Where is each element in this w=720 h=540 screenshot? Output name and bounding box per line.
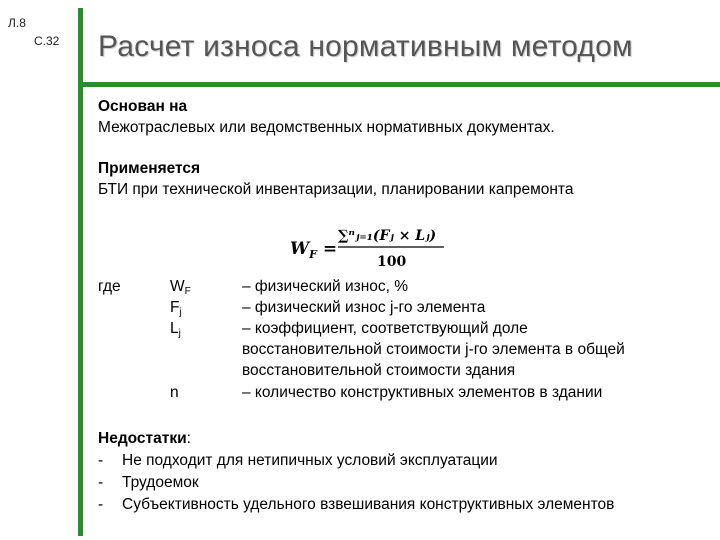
basis-heading: Основан на [98, 98, 188, 115]
lecture-number: Л.8 [8, 16, 26, 30]
formula-lhs-sub: F [309, 248, 317, 261]
where-label: где [98, 278, 121, 295]
basis-text: Межотраслевых или ведомственных нормативных документах. [98, 119, 555, 136]
symbol-n: n [170, 384, 179, 401]
definition-fj: – физический износ j-го элемента [242, 299, 486, 316]
formula-denominator: 100 [377, 254, 407, 270]
vertical-accent-bar [78, 8, 83, 536]
slide-reference [8, 14, 59, 50]
applied-text: БТИ при технической инвентаризации, планировании капремонта [98, 181, 574, 198]
applied-heading: Применяется [98, 160, 201, 177]
page-number: С.32 [34, 34, 60, 48]
slide-title: Расчет износа нормативным методом [98, 30, 633, 63]
formula-numerator: ∑ⁿⱼ₌₁(Fⱼ × Lⱼ) [338, 228, 437, 244]
symbol-lj: $L_j$ [170, 320, 181, 339]
formula-lhs: W [290, 239, 310, 259]
drawbacks-heading: Недостатки: [98, 430, 191, 447]
list-item: - Не подходит для нетипичных условий эксплуатации [98, 452, 498, 469]
symbol-fj: $F_j$ [170, 299, 182, 318]
basis-block [98, 96, 555, 138]
drawbacks-block [98, 428, 614, 516]
applied-block [98, 158, 573, 200]
wear-formula [288, 222, 448, 270]
definition-lj: – коэффициент, соответствующий доле восстановительной стоимости j-го элемента в общей восстановительной стоимости здания [242, 320, 625, 379]
definition-n: – количество конструктивных элементов в здании [242, 384, 603, 401]
list-item: - Субъективность удельного взвешивания конструктивных элементов [98, 496, 615, 513]
definition-wf: – физический износ, % [242, 278, 409, 295]
symbol-wf: $W_F$ [170, 278, 191, 297]
svg-text:WF =: $W_F$ = [290, 239, 338, 261]
horizontal-accent-bar [78, 82, 720, 87]
list-item: - Трудоемок [98, 474, 199, 491]
